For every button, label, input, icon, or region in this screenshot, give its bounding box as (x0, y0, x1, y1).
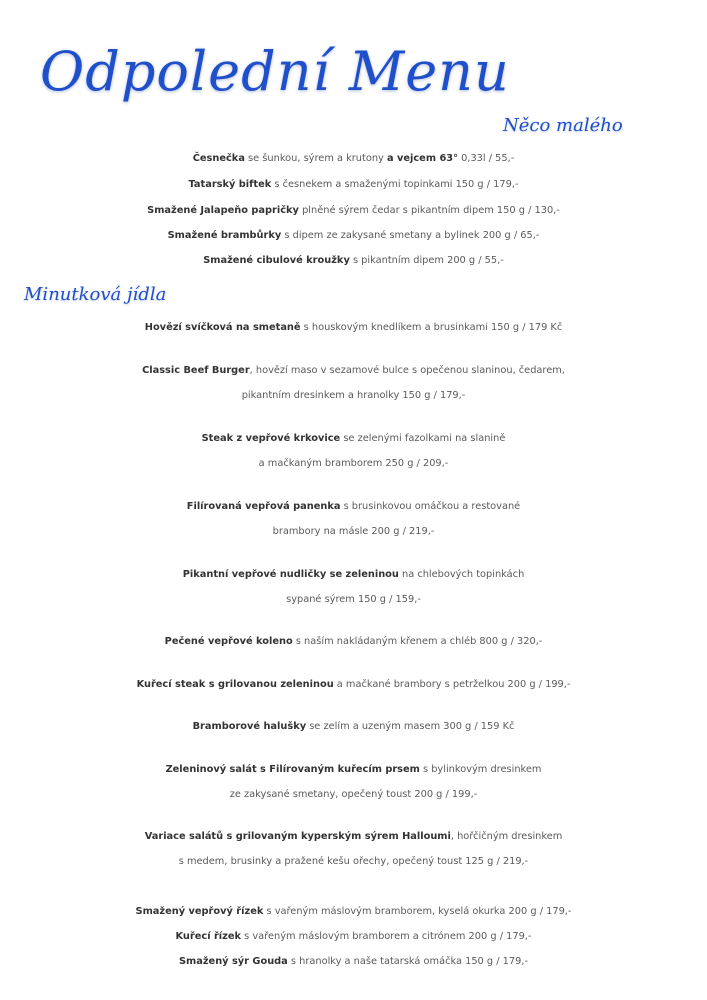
item-desc: s vařeným máslovým bramborem, kyselá okurka 200 g / 179,- (263, 906, 572, 917)
menu-item-nudlicky-line2: sypané sýrem 150 g / 159,- (286, 594, 421, 605)
item-name: Smažené brambůrky (167, 230, 282, 241)
item-desc: , hořčičným dresinkem (450, 831, 563, 842)
item-desc: s česnekem a smaženými topinkami 150 g / 179,- (271, 179, 519, 190)
item-desc: s houskovým knedlíkem a brusinkami 150 g / 179 Kč (300, 322, 563, 333)
item-name: Kuřecí steak s grilovanou zeleninou (136, 679, 334, 690)
item-desc: s brusinkovou omáčkou a restované (340, 501, 521, 512)
item-name: Česnečka (192, 153, 245, 164)
menu-item-panenka (0, 494, 707, 519)
item-desc: s vařeným máslovým bramborem a citrónem 200 g / 179,- (241, 931, 532, 942)
menu-item-nudlicky (0, 562, 707, 587)
item-desc: , hovězí maso v sezamové bulce s opečenou slaninou, čedarem, (249, 365, 565, 376)
item-desc: se šunkou, sýrem a krutony (244, 153, 387, 164)
item-price: 0,33l / 55,- (457, 153, 515, 164)
menu-item-krkovice (0, 426, 707, 451)
item-name: Hovězí svíčková na smetaně (144, 322, 301, 333)
item-desc: s hranolky a naše tatarská omáčka 150 g / 179,- (287, 956, 529, 967)
item-desc: plněné sýrem čedar s pikantním dipem 150 g / 130,- (298, 205, 560, 216)
menu-item-vepr-rizek (0, 899, 707, 924)
item-name: Bramborové halušky (192, 721, 307, 732)
menu-item-krkovice-line2: a mačkaným bramborem 250 g / 209,- (258, 458, 449, 469)
item-name: Steak z vepřové krkovice (201, 433, 341, 444)
menu-item-panenka-line2: brambory na másle 200 g / 219,- (272, 526, 435, 537)
menu-item-beef-burger-line2: pikantním dresinkem a hranolky 150 g / 179,- (241, 390, 466, 401)
item-name: Tatarský biftek (188, 179, 272, 190)
item-name: Smažené cibulové kroužky (203, 255, 350, 266)
menu-item-cesnecka (0, 146, 707, 171)
menu-item-tatarsky-biftek (0, 172, 707, 197)
item-desc: se zelenými fazolkami na slanině (340, 433, 506, 444)
menu-item-kureci-rizek (0, 924, 707, 949)
item-desc: s naším nakládaným křenem a chléb 800 g / 320,- (292, 636, 543, 647)
item-desc: s pikantním dipem 200 g / 55,- (349, 255, 504, 266)
item-desc: na chlebových topinkách (398, 569, 525, 580)
menu-title: Odpolední Menu (40, 40, 510, 103)
menu-item-zeleninovy-salat-line2: ze zakysané smetany, opečený toust 200 g / 199,- (229, 789, 478, 800)
menu-item-bramburky (0, 223, 707, 248)
section-heading-small: Něco malého (503, 115, 623, 136)
section-heading-mains: Minutková jídla (24, 284, 167, 305)
item-name: Zeleninový salát s Filírovaným kuřecím prsem (165, 764, 420, 775)
item-desc: se zelím a uzeným masem 300 g / 159 Kč (306, 721, 515, 732)
menu-item-svickova (0, 315, 707, 340)
item-name: Pečené vepřové koleno (164, 636, 293, 647)
menu-item-cibulove-krouzky (0, 248, 707, 273)
item-name: Pikantní vepřové nudličky se zeleninou (182, 569, 399, 580)
item-name: Variace salátů s grilovaným kyperským sýrem Halloumi (144, 831, 451, 842)
menu-item-beef-burger (0, 358, 707, 383)
menu-item-jalapeno (0, 198, 707, 223)
menu-item-halloumi-line2: s medem, brusinky a pražené kešu ořechy, opečený toust 125 g / 219,- (178, 856, 529, 867)
item-name: Kuřecí řízek (175, 931, 242, 942)
menu-item-halloumi (0, 824, 707, 849)
menu-item-koleno (0, 629, 707, 654)
item-name: Smažený vepřový řízek (135, 906, 264, 917)
menu-item-zeleninovy-salat (0, 757, 707, 782)
item-name: Smažený sýr Gouda (178, 956, 288, 967)
item-desc: s dipem ze zakysané smetany a bylinek 200 g / 65,- (281, 230, 540, 241)
item-name-extra: a vejcem 63° (386, 153, 458, 164)
item-desc: s bylinkovým dresinkem (419, 764, 542, 775)
item-name: Classic Beef Burger (142, 365, 250, 376)
menu-item-halusky (0, 714, 707, 739)
item-name: Smažené Jalapeňo papričky (147, 205, 299, 216)
menu-item-kureci-steak (0, 672, 707, 697)
item-name: Filírovaná vepřová panenka (186, 501, 341, 512)
item-desc: a mačkané brambory s petrželkou 200 g / 199,- (333, 679, 571, 690)
menu-item-smazeny-syr (0, 949, 707, 974)
